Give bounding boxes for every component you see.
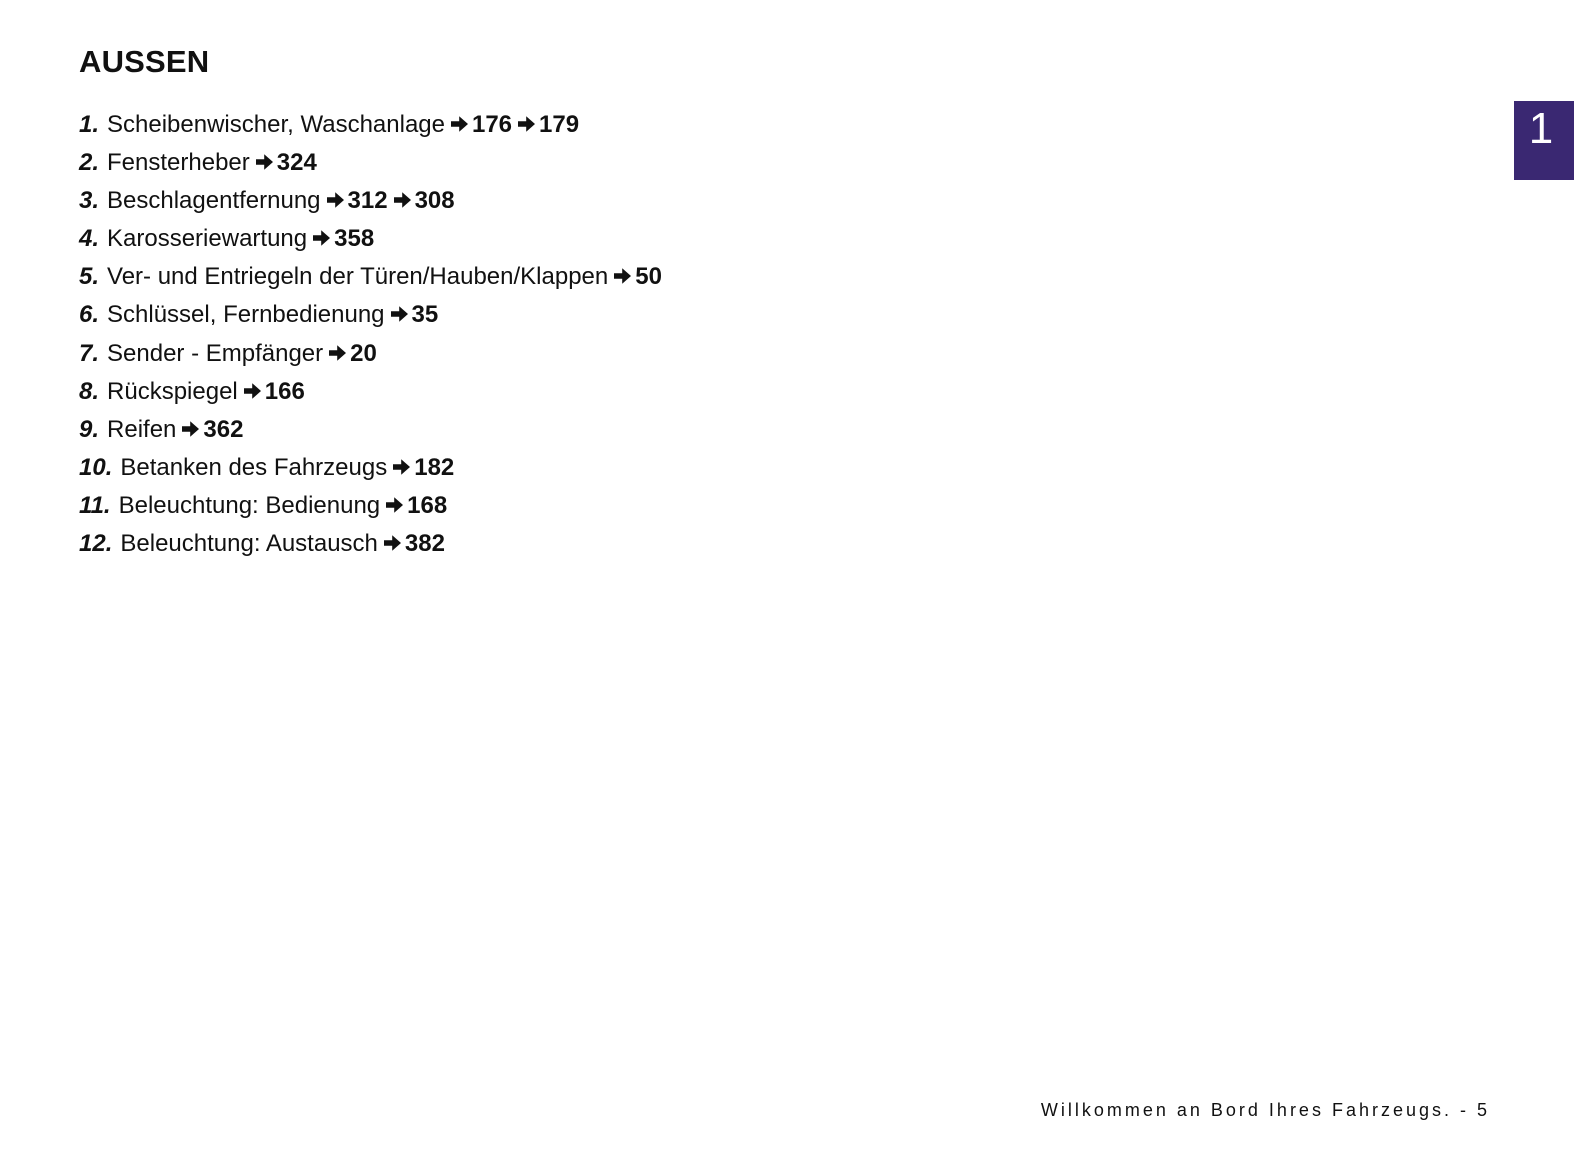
list-item [79, 106, 662, 144]
item-number: 7. [79, 339, 100, 367]
page-reference-link[interactable] [176, 416, 243, 443]
chapter-tab[interactable]: 1 [1514, 101, 1574, 180]
page-footer: Willkommen an Bord Ihres Fahrzeugs. - 5 [1040, 1100, 1490, 1120]
right-arrow-icon [393, 191, 412, 209]
page-reference-link[interactable] [238, 378, 305, 405]
page-number: 35 [411, 301, 439, 329]
right-arrow-icon [312, 229, 331, 247]
page-number: 312 [347, 187, 388, 215]
item-number: 3. [79, 187, 100, 215]
page-reference-link[interactable] [608, 263, 662, 290]
right-arrow-icon [450, 115, 469, 133]
page-number: 176 [471, 111, 513, 138]
page-number: 20 [350, 339, 377, 367]
item-label: Schlüssel, Fernbedienung [107, 301, 385, 329]
page-reference-link[interactable] [380, 492, 447, 519]
item-label: Betanken des Fahrzeugs [120, 453, 388, 481]
list-item [79, 487, 662, 525]
item-label: Rückspiegel [107, 377, 238, 405]
item-label: Beschlagentfernung [107, 187, 321, 215]
right-arrow-icon [390, 305, 409, 323]
item-label: Fensterheber [107, 149, 250, 177]
item-number: 12. [79, 530, 113, 558]
item-number: 8. [79, 377, 100, 405]
list-item [79, 182, 662, 220]
item-number: 2. [79, 149, 100, 177]
page-reference-link[interactable] [387, 454, 454, 481]
right-arrow-icon [255, 153, 274, 171]
list-item [79, 220, 662, 258]
right-arrow-icon [392, 458, 411, 476]
item-label: Scheibenwischer, Waschanlage [107, 111, 445, 138]
page-number: 168 [407, 491, 448, 519]
page-number: 324 [276, 149, 317, 177]
list-item [79, 296, 662, 334]
page-reference-link[interactable] [388, 187, 455, 214]
page-reference-link[interactable] [321, 187, 388, 214]
page-reference-link[interactable] [445, 111, 512, 138]
right-arrow-icon [181, 420, 200, 438]
page-reference-link[interactable] [512, 111, 579, 138]
list-item [79, 411, 662, 449]
list-item [79, 335, 662, 373]
page-reference-link[interactable] [307, 225, 374, 252]
right-arrow-icon [385, 496, 404, 514]
page-number: 179 [539, 111, 580, 138]
item-number: 4. [79, 225, 100, 253]
item-label: Beleuchtung: Bedienung [118, 491, 381, 519]
page-number: 358 [334, 225, 375, 253]
list-item [79, 449, 662, 487]
item-number: 11. [79, 491, 111, 519]
item-label: Sender - Empfänger [107, 339, 324, 367]
item-label: Beleuchtung: Austausch [120, 530, 378, 558]
page-number: 308 [414, 187, 455, 215]
page-reference-link[interactable] [250, 149, 317, 176]
right-arrow-icon [613, 267, 632, 285]
item-number: 9. [79, 415, 100, 443]
page-reference-link[interactable] [323, 340, 377, 367]
item-label: Reifen [107, 415, 177, 443]
page-number: 362 [203, 415, 244, 443]
page-number: 182 [414, 453, 455, 481]
right-arrow-icon [383, 534, 402, 552]
list-item [79, 373, 662, 411]
item-number: 6. [79, 301, 100, 329]
item-number: 10. [79, 453, 113, 481]
item-number: 1. [79, 111, 100, 138]
page-number: 382 [404, 530, 445, 558]
page-reference-link[interactable] [385, 301, 439, 328]
section-title: AUSSEN [79, 44, 210, 79]
right-arrow-icon [517, 115, 536, 133]
feature-list [79, 106, 662, 563]
list-item [79, 144, 662, 182]
page-reference-link[interactable] [378, 530, 445, 557]
item-label: Karosseriewartung [107, 225, 308, 253]
page-number: 50 [635, 263, 662, 291]
list-item [79, 258, 662, 296]
right-arrow-icon [328, 344, 347, 362]
list-item [79, 525, 662, 563]
item-number: 5. [79, 263, 100, 291]
page-number: 166 [264, 377, 305, 405]
right-arrow-icon [243, 382, 262, 400]
right-arrow-icon [326, 191, 345, 209]
item-label: Ver- und Entriegeln der Türen/Hauben/Klappen [107, 263, 609, 291]
